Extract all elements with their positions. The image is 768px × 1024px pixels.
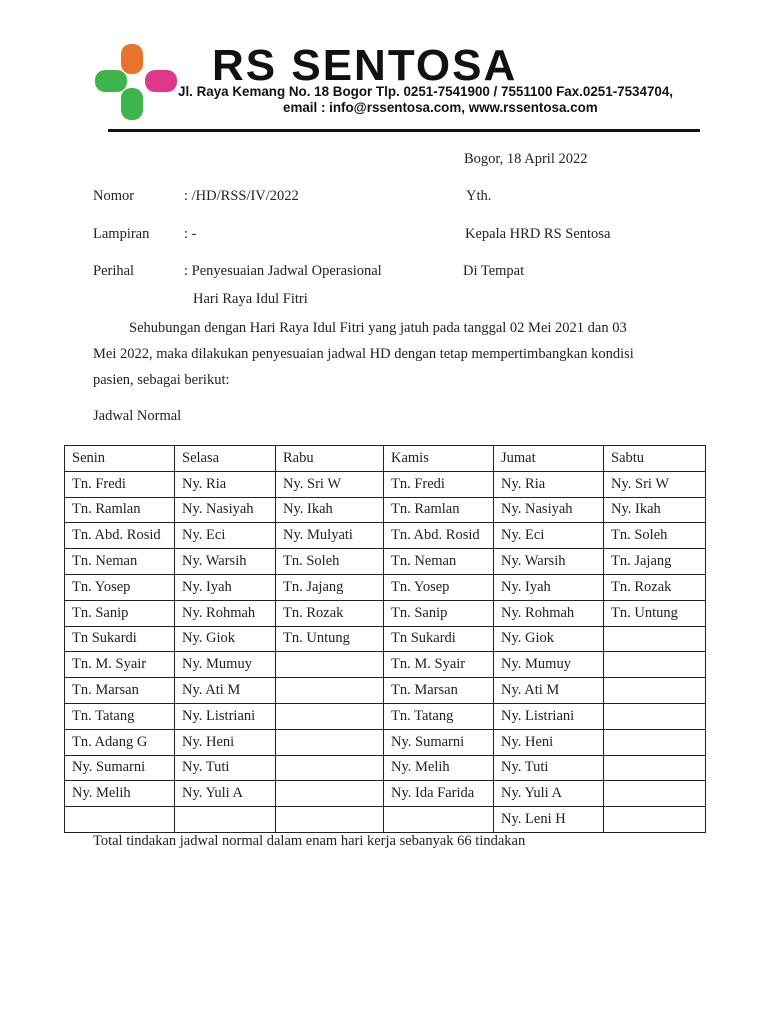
logo-petal-right	[145, 70, 177, 92]
hospital-cross-logo	[95, 44, 177, 120]
recipient-location: Di Tempat	[463, 263, 525, 279]
table-cell: Ny. Heni	[494, 729, 604, 755]
table-cell: Ny. Warsih	[175, 549, 276, 575]
table-cell	[276, 755, 384, 781]
table-cell: Tn. Yosep	[65, 574, 175, 600]
table-cell: Ny. Tuti	[175, 755, 276, 781]
hospital-address: Jl. Raya Kemang No. 18 Bogor Tlp. 0251-7541900 / 7551100 Fax.0251-7534704,	[178, 84, 674, 99]
table-cell: Ny. Melih	[384, 755, 494, 781]
table-cell: Tn. Fredi	[65, 471, 175, 497]
table-cell: Ny. Nasiyah	[494, 497, 604, 523]
table-cell: Tn. Neman	[65, 549, 175, 575]
table-cell: Ny. Ria	[175, 471, 276, 497]
table-row	[65, 781, 706, 807]
table-cell: Ny. Ati M	[494, 678, 604, 704]
nomor-value: : /HD/RSS/IV/2022	[184, 188, 299, 204]
table-cell: Tn. Jajang	[604, 549, 706, 575]
table-cell: Ny. Iyah	[175, 574, 276, 600]
table-cell: Tn. Fredi	[384, 471, 494, 497]
nomor-label: Nomor	[93, 188, 135, 204]
table-header-row	[65, 446, 706, 472]
table-cell: Tn. Abd. Rosid	[65, 523, 175, 549]
table-cell: Tn. Rozak	[276, 600, 384, 626]
table-cell	[604, 626, 706, 652]
table-cell: Ny. Ati M	[175, 678, 276, 704]
table-cell: Tn. Rozak	[604, 574, 706, 600]
table-cell	[65, 807, 175, 833]
table-cell	[604, 703, 706, 729]
table-cell: Ny. Rohmah	[175, 600, 276, 626]
perihal-value: : Penyesuaian Jadwal Operasional	[184, 263, 382, 279]
table-cell: Tn Sukardi	[65, 626, 175, 652]
letterhead-divider	[108, 129, 700, 132]
table-cell	[276, 729, 384, 755]
table-cell	[276, 807, 384, 833]
table-cell: Tn. Ramlan	[65, 497, 175, 523]
recipient-name: Kepala HRD RS Sentosa	[465, 226, 611, 242]
section-title: Jadwal Normal	[93, 408, 182, 424]
column-header: Jumat	[494, 446, 604, 472]
table-row	[65, 678, 706, 704]
table-cell: Ny. Ikah	[276, 497, 384, 523]
lampiran-label: Lampiran	[93, 226, 150, 242]
table-cell	[604, 652, 706, 678]
table-cell: Tn. Marsan	[384, 678, 494, 704]
body-paragraph-line-2: Mei 2022, maka dilakukan penyesuaian jadwal HD dengan tetap mempertimbangkan kondisi	[93, 346, 634, 362]
table-row	[65, 703, 706, 729]
table-cell: Tn. Marsan	[65, 678, 175, 704]
table-cell: Tn. Soleh	[604, 523, 706, 549]
perihal-value-continued: Hari Raya Idul Fitri	[193, 291, 308, 307]
column-header: Rabu	[276, 446, 384, 472]
logo-petal-bottom	[121, 88, 143, 120]
table-cell: Tn. Tatang	[384, 703, 494, 729]
table-cell: Tn. Yosep	[384, 574, 494, 600]
table-cell: Ny. Mumuy	[494, 652, 604, 678]
table-row	[65, 807, 706, 833]
column-header: Selasa	[175, 446, 276, 472]
table-cell: Ny. Leni H	[494, 807, 604, 833]
table-cell: Tn. Ramlan	[384, 497, 494, 523]
body-paragraph-line-1: Sehubungan dengan Hari Raya Idul Fitri yang jatuh pada tanggal 02 Mei 2021 dan 03	[129, 320, 627, 336]
column-header: Senin	[65, 446, 175, 472]
table-cell: Tn. M. Syair	[384, 652, 494, 678]
table-cell: Ny. Iyah	[494, 574, 604, 600]
schedule-table-body	[65, 471, 706, 832]
table-cell	[384, 807, 494, 833]
table-cell: Ny. Listriani	[494, 703, 604, 729]
table-cell: Tn Sukardi	[384, 626, 494, 652]
table-cell	[276, 781, 384, 807]
table-cell: Ny. Giok	[175, 626, 276, 652]
perihal-label: Perihal	[93, 263, 135, 279]
table-cell: Ny. Yuli A	[175, 781, 276, 807]
table-cell	[276, 652, 384, 678]
table-cell	[276, 703, 384, 729]
table-row	[65, 626, 706, 652]
table-cell: Ny. Sri W	[604, 471, 706, 497]
table-row	[65, 471, 706, 497]
table-cell	[604, 678, 706, 704]
table-cell	[604, 781, 706, 807]
table-cell: Ny. Eci	[175, 523, 276, 549]
table-cell: Tn. Adang G	[65, 729, 175, 755]
table-cell: Ny. Sri W	[276, 471, 384, 497]
table-row	[65, 574, 706, 600]
recipient-salutation: Yth.	[466, 188, 492, 204]
footer-note: Total tindakan jadwal normal dalam enam hari kerja sebanyak 66 tindakan	[93, 833, 526, 849]
table-cell: Tn. Neman	[384, 549, 494, 575]
letter-place-date: Bogor, 18 April 2022	[464, 151, 588, 167]
hospital-contact-email: email : info@rssentosa.com, www.rssentosa.com	[283, 100, 598, 115]
table-cell: Ny. Ria	[494, 471, 604, 497]
table-cell: Ny. Melih	[65, 781, 175, 807]
table-cell: Ny. Ikah	[604, 497, 706, 523]
table-cell: Tn. Sanip	[384, 600, 494, 626]
table-cell	[604, 807, 706, 833]
table-cell: Ny. Mumuy	[175, 652, 276, 678]
table-row	[65, 652, 706, 678]
table-cell	[276, 678, 384, 704]
table-cell: Ny. Listriani	[175, 703, 276, 729]
table-cell: Ny. Warsih	[494, 549, 604, 575]
table-row	[65, 497, 706, 523]
table-row	[65, 755, 706, 781]
table-cell: Ny. Eci	[494, 523, 604, 549]
table-cell: Tn. Tatang	[65, 703, 175, 729]
table-cell: Ny. Mulyati	[276, 523, 384, 549]
table-cell: Ny. Giok	[494, 626, 604, 652]
table-row	[65, 523, 706, 549]
table-cell: Ny. Sumarni	[65, 755, 175, 781]
table-cell: Tn. Soleh	[276, 549, 384, 575]
table-cell: Tn. Untung	[276, 626, 384, 652]
lampiran-value: : -	[184, 226, 197, 242]
table-cell	[175, 807, 276, 833]
hospital-name: RS SENTOSA	[212, 41, 518, 90]
table-cell: Ny. Sumarni	[384, 729, 494, 755]
table-cell: Tn. Jajang	[276, 574, 384, 600]
table-cell: Tn. Sanip	[65, 600, 175, 626]
table-cell: Ny. Ida Farida	[384, 781, 494, 807]
table-row	[65, 600, 706, 626]
column-header: Kamis	[384, 446, 494, 472]
table-cell	[604, 755, 706, 781]
column-header: Sabtu	[604, 446, 706, 472]
logo-petal-top	[121, 44, 143, 74]
table-cell: Ny. Tuti	[494, 755, 604, 781]
table-cell: Ny. Nasiyah	[175, 497, 276, 523]
table-row	[65, 729, 706, 755]
table-cell: Ny. Yuli A	[494, 781, 604, 807]
table-cell: Tn. Untung	[604, 600, 706, 626]
schedule-table	[64, 445, 706, 833]
table-cell: Tn. Abd. Rosid	[384, 523, 494, 549]
logo-petal-left	[95, 70, 127, 92]
table-row	[65, 549, 706, 575]
table-cell: Ny. Heni	[175, 729, 276, 755]
table-cell: Tn. M. Syair	[65, 652, 175, 678]
table-cell: Ny. Rohmah	[494, 600, 604, 626]
table-cell	[604, 729, 706, 755]
body-paragraph-line-3: pasien, sebagai berikut:	[93, 372, 230, 388]
